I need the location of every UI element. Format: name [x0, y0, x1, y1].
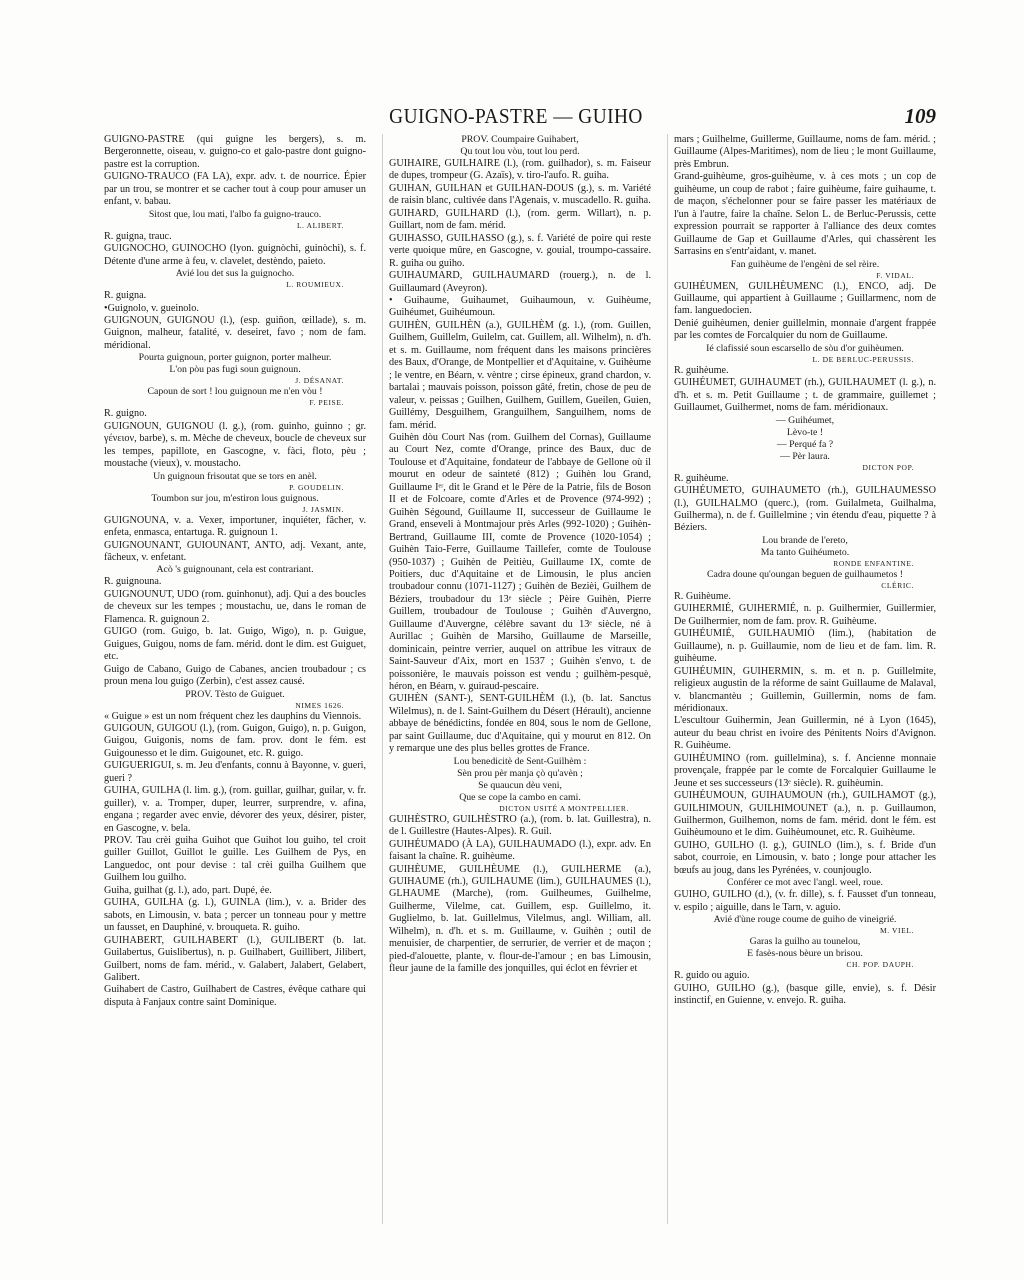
quotation: Lèvo-te !	[786, 426, 824, 438]
page-header	[96, 104, 936, 130]
attribution: M. VIEL.	[879, 926, 914, 936]
quotation: — Pèr laura.	[780, 450, 830, 462]
quotation: — Perqué fa ?	[776, 438, 834, 450]
attribution: CH. POP. DAUPH.	[846, 960, 914, 970]
dictionary-entry: R. Guihèume.	[674, 590, 731, 602]
dictionary-entry: R. guigno.	[104, 408, 147, 420]
dictionary-entry: GUIGNO-TRAUCO (FA LA), expr. adv. t. de nourrice. Épier par un trou, se montrer et se cacher tout à coup pour amuser un enfant, v. babau.	[104, 171, 366, 208]
dictionary-entry: GUIHÉUMET, GUIHAUMET (rh.), GUILHAUMET (l. g.), n. d'h. et s. m. Petit Guillaume ; t. de grammaire, guillemet ; Guillaumet, Guilhermet, noms de fam. méridionaux.	[674, 377, 936, 414]
page-number: 109	[904, 104, 936, 128]
quotation: L'on pòu pas fugi soun guignoun.	[169, 364, 301, 376]
dictionary-entry: GUIGNOUN, GUIGNOU (l.), (esp. guiñon, œillade), s. m. Guignon, malheur, fatalité, v. deseiret, favo ; nom de fam. méridional.	[104, 314, 366, 351]
dictionary-entry: GUIHA, GUILHA (l. lim. g.), (rom. guillar, guilhar, guilar, v. fr. guiller), v. a. Tromper, duper, leurrer, surprendre, v. afina, engana ; regarder avec envie, dévorer des yeux, désirer, pister, en Gascogne, v. bela.	[104, 785, 366, 834]
dictionary-entry: GUIHÉUMEN, GUILHÈUMENC (l.), ENCO, adj. De Guillaume, qui appartient à Guillaume ; Guillarmenc, nom de fam. languedocien.	[674, 280, 936, 317]
dictionary-entry: GUIHASSO, GUILHASSO (g.), s. f. Variété de poire qui reste verte quoique mûre, en Gascogne, v. gouial, troumpo-cassaire. R. guiha ou guiho.	[389, 232, 651, 269]
attribution: DICTON POP.	[862, 462, 914, 472]
dictionary-entry: GUIHÉUMIÉ, GUILHAUMIÒ (lim.), (habitation de Guillaume), n. p. Guillaumie, nom de lieu et de fam. lim. R. guihèume.	[674, 628, 936, 665]
quotation: — Guihéumet,	[775, 414, 835, 426]
attribution: J. JASMIN.	[302, 504, 344, 514]
dictionary-entry: GUIHÉUMETO, GUIHAUMETO (rh.), GUILHAUMESSO (l.), GUILHALMO (querc.), (rom. Guilalmeta, Guilhalma, Guilherma), n. de f. Guillelmine ; vin étendu d'eau, piquette ? à Béziers.	[674, 485, 936, 534]
dictionary-entry: Guigo de Cabano, Guigo de Cabanes, ancien troubadour ; cs proun mena lou guigo (Zerbin), c'est assez causé.	[104, 663, 366, 688]
dictionary-entry: GUIHABERT, GUILHABERT (l.), GUILIBERT (b. lat. Guilabertus, Guislibertus), n. p. Guilhabert, Guillibert, Jilibert, Guilbert, noms de fam. mérid., v. Galabert, Jalabert, Gelabert, Galibert.	[104, 934, 366, 984]
column-right	[667, 134, 936, 1224]
dictionary-entry: R. guignouna.	[104, 576, 162, 588]
attribution: L. ALIBERT.	[296, 220, 344, 230]
attribution: DICTON USITÉ A MONTPELLIER.	[499, 803, 629, 813]
dictionary-entry: GUIHERMIÉ, GUIHERMIÉ, n. p. Guilhermier, Guillermier, De Guilhermier, nom de fam. prov. R. Guihèume.	[674, 603, 936, 627]
quotation: Capoun de sort ! lou guignoun me n'en vòu !	[147, 386, 323, 398]
quotation: Pourta guignoun, porter guignon, porter malheur.	[138, 352, 332, 364]
quotation: Lou brande de l'ereto,	[762, 534, 848, 546]
dictionary-entry: GUIGOUN, GUIGOU (l.), (rom. Guigon, Guigo), n. p. Guigon, Guigou, Guigonis, noms de fam. prov. dont le fém. est Guigounesso et le dim. Guigounet, etc. R. guigo.	[104, 722, 366, 759]
dictionary-entry: « Guigue » est un nom fréquent chez les dauphins du Viennois.	[104, 710, 362, 722]
quotation: Se quaucun dèu veni,	[478, 779, 562, 791]
dictionary-entry: Guihèn dòu Court Nas (rom. Guilhem del Cornas), Guillaume au Court Nez, comte d'Orange, prince des Baux, duc de Toulouse et d'Aquitaine, fondateur de l'abbaye de Gellone où il mourut en odeur de sainteté (812) ; Guihèn lou Grand, Guillaume Iᵉʳ, dit le Grand et le Père de la Patrie, fils de Boson II et de Folcoare, comte d'Arles et de Provence (974-992) ; Guihèn Ségound, Guillaume II, successeur de Guillaume le Grand, enseveli à Montmajour près Arles (992-1020) ; Guihèn-Bertrand, Guillaume III, comte de Provence (1020-1054) ; Guihèn Taio-Ferre, Guillaume Taillefer, comte de Toulouse (950-1037) ; Guihèn de Peitièu, Guillaume IX, comte de Poitiers, duc d'Aquitaine et de Limousin, le plus ancien troubadour connu (1071-1127) ; Guihèn de Bezièi, Guilhem de Béziers, troubadour du 13ᵉ siècle ; Pèire Guihèn, Pierre Guillem, troubadour de Toulouse ; Guihèn d'Auvergno, Guillaume d'Auvergne, célèbre savant du 13ᵉ siècle, né à Aurillac ; Guihèn de Marsiho, Guillaume de Marseille, dominicain, peintre verrier, auquel on attribue les vitraux de Saint-Sauveur d'Aix, mort en 1537 ; Guihèn s'envo, t. de poissonière, le mauvais poisson est vendu ; guilhèm-pesquè, héron, en Béarn, v. guiraud-pescaire.	[389, 431, 651, 693]
dictionary-entry: GUIHÉUMOUN, GUIHAUMOUN (rh.), GUILHAMOT (g.), GUILHIMOUN, GUILHIMOUNET (a.), n. p. Guillaumon, Guilhermon, Guilhemon, noms de fam. mérid. dont le fém. est Guihèumouno et le dim. Guihèumounet, etc. R. Guihèume.	[674, 790, 936, 839]
attribution: F. VIDAL.	[876, 270, 914, 280]
attribution: L. DE BERLUC-PERUSSIS.	[812, 354, 914, 364]
quotation: Lou benedicitè de Sent-Guilhèm :	[453, 755, 587, 767]
quotation: Cadra doune qu'oungan beguen de guilhaumetos !	[706, 568, 904, 580]
dictionary-entry: R. guido ou aguio.	[674, 970, 750, 982]
dictionary-entry: GUIGNOUNUT, UDO (rom. guinhonut), adj. Qui a des boucles de cheveux sur les tempes ; moustachu, ue, dans le roman de Flamenca. R. guignoun 2.	[104, 588, 366, 625]
dictionary-entry: R. guihèume.	[674, 364, 729, 376]
quotation: Toumbon sur jou, m'estiron lous guignous.	[151, 492, 319, 504]
quotation: PROV. Tèsto de Guiguet.	[185, 688, 285, 700]
dictionary-entry: Grand-guihèume, gros-guihèume, v. à ces mots ; un cop de guihèume, un coup de rabot ; faire guihèume, faire guihaume, t. de maçon, s'échelonner pour se faire passer les matériaux de l'un à l'autre, faire la chaîne. Selon L. de Berluc-Perussis, cette expression pourrait se rapporter à l'alliance des deux comtes Guillaume de Gap et Guillaume d'Arles, qui chassèrent les Sarrasins en s'entr'aidant, v. manet.	[674, 171, 936, 258]
quotation: Sèn prou pèr manja çò qu'avèn ;	[457, 767, 583, 779]
dictionary-entry: GUIHÈN (SANT-), SENT-GUILHÈM (l.), (b. lat. Sanctus Wilelmus), n. de l. Saint-Guilhem du Désert (Hérault), ancienne abbaye de bénédictins, fondée en 804, sous le nom de Gellone, par saint Guillaume, duc d'Aquitaine, qui y mourut en 812. On y remarque une des plus belles grottes de France.	[389, 693, 651, 755]
dictionary-entry: Denié guihèumen, denier guillelmin, monnaie d'argent frappée par les comtes de Forcalquier du nom de Guillaume.	[674, 317, 936, 342]
quotation: Acò 's guignounant, cela est contrariant.	[156, 564, 314, 576]
attribution: J. DÉSANAT.	[295, 376, 344, 386]
dictionary-entry: GUIGNOUNANT, GUIOUNANT, ANTO, adj. Vexant, ante, fâcheux, v. enfetant.	[104, 539, 366, 563]
dictionary-entry: GUIGNOUN, GUIGNOU (l. g.), (rom. guinho, guinno ; gr. γένειον, barbe), s. m. Mèche de cheveux, boucle de cheveux sur les tempes, papillote, en Gascogne, v. fàci, floto, pèu ; moustache (vieux), v. moustacho.	[104, 420, 366, 470]
text-columns	[104, 134, 936, 1224]
dictionary-entry: GUIGO (rom. Guigo, b. lat. Guigo, Wigo), n. p. Guigue, Guigues, Guigou, noms de fam. mérid. dont le dim. est Guiguet, etc.	[104, 626, 366, 663]
attribution: NIMES 1626.	[295, 700, 344, 710]
dictionary-entry: GUIHÉUMINO (rom. guillelmina), s. f. Ancienne monnaie provençale, frappée par le comte de Forcalquier Guillaume le Jeune et ses successeurs (13ᵉ siècle). R. guihèumin.	[674, 752, 936, 789]
attribution: F. PEISE.	[309, 398, 344, 408]
dictionary-entry: GUIHAN, GUILHAN et GUILHAN-DOUS (g.), s. m. Variété de raisin blanc, cultivée dans l'Agenais, v. muscadello. R. guiha.	[389, 182, 651, 207]
dictionary-entry: GUIHO, GUILHO (l. g.), GUINLO (lim.), s. f. Bride d'un sabot, courroie, en Limousin, v. bato ; longe pour attacher les bœufs au joug, dans les Pyrénées, v. counjouglo.	[674, 839, 936, 876]
dictionary-entry: GUIGNO-PASTRE (qui guigne les bergers), s. m. Bergeronnette, oiseau, v. guigno-co et galo-pastre dont guigno-pastre est la corruption.	[104, 134, 366, 170]
dictionary-entry: R. guigna.	[104, 290, 147, 302]
column-middle	[382, 134, 651, 1224]
dictionary-entry: GUIHÈUME, GUILHÈUME (l.), GUILHERME (a.), GUIHAUME (rh.), GUILHAUME (lim.), GUILHAUMES (l.), GLHAUME (Marche), (rom. Guilheumes, Guilhelme, Guilherme, Vilelme, cat. Guillem, esp. Guillelmo, it. Guglielmo, b. lat. Guillelmus, Vilelmus, angl. William, all. Wilhelm), n. d'h. et s. m. Guillaume, v. Guihèn ; outil de menuisier, de charpentier, de serrurier, de verrier et de maçon ; pied-d'alouette, plante, v. flour-de-l'amour ; en bas Limousin, fleur jaune de la famille des jonquilles, qui éclot en février et	[389, 863, 651, 975]
column-left	[104, 134, 366, 1224]
quotation: Sitost que, lou mati, l'albo fa guigno-trauco.	[148, 208, 322, 220]
dictionary-entry: Guiha, guilhat (g. l.), ado, part. Dupé, ée.	[104, 884, 272, 896]
running-head: GUIGNO-PASTRE — GUIHO	[389, 104, 643, 128]
dictionary-entry: GUIHO, GUILHO (d.), (v. fr. dille), s. f. Fausset d'un tonneau, v. espilo ; aiguille, dans le Tarn, v. aguio.	[674, 889, 936, 913]
dictionary-entry: •Guignolo, v. gueinolo.	[104, 302, 199, 314]
dictionary-entry: GUIHAIRE, GUILHAIRE (l.), (rom. guilhador), s. m. Faiseur de dupes, trompeur (G. Azaïs), v. tiro-l'aufo. R. guiha.	[389, 158, 651, 182]
quotation: Que se cope la cambo en cami.	[459, 791, 581, 803]
attribution: CLÉRIC.	[881, 580, 914, 590]
attribution: L. ROUMIEUX.	[286, 280, 344, 290]
quotation: PROV. Coumpaire Guihabert,	[461, 134, 579, 145]
dictionary-entry: GUIHÈSTRO, GUILHÈSTRO (a.), (rom. b. lat. Guillestra), n. de l. Guillestre (Hautes-Alpes). R. Guil.	[389, 813, 651, 838]
dictionary-entry: R. guihèume.	[674, 472, 729, 484]
dictionary-entry: PROV. Tau crèi guiha Guihot que Guihot lou guiho, tel croit guiller Guillot, Guillot le guille. Les Guilhem de Pys, en Languedoc, ont pour devise : tal crèi guilha Guilhem que Guilhem lou guilho.	[104, 835, 366, 884]
dictionary-entry: GUIHÉUMIN, GUIHERMIN, s. m. et n. p. Guillelmite, religieux augustin de la réforme de saint Guillaume de Malaval, v. blancmantèu ; Guillemin, Guillermin, noms de fam. méridionaux.	[674, 665, 936, 714]
quotation: Un guignoun frisoutat que se tors en anèl.	[153, 470, 317, 482]
dictionary-entry: R. guigna, trauc.	[104, 230, 172, 242]
quotation: Ié clafissié soun escarsello de sòu d'or guihèumen.	[706, 342, 904, 354]
dictionary-entry: GUIHAUMARD, GUILHAUMARD (rouerg.), n. de l. Guillaumard (Aveyron).	[389, 270, 651, 294]
quotation: Ma tanto Guihéumeto.	[760, 546, 850, 558]
quotation: Conférer ce mot avec l'angl. weel, roue.	[727, 877, 883, 889]
dictionary-entry: GUIGNOCHO, GUINOCHO (lyon. guignòchi, guinòchi), s. f. Détente d'une arme à feu, v. clavelet, destèndo, paieto.	[104, 243, 366, 267]
quotation: Avié d'ùne rouge coume de guiho de vineigrié.	[713, 914, 897, 926]
dictionary-entry: mars ; Guilhelme, Guillerme, Guillaume, noms de fam. mérid. ; Guillaume (Alpes-Maritimes), nom de lieu ; le mont Guillaume, près Embrun.	[674, 134, 936, 170]
quotation: E fasès-nous bèure un brisou.	[747, 948, 863, 960]
dictionary-entry: GUIHARD, GUILHARD (l.), (rom. germ. Willart), n. p. Guillart, nom de fam. mérid.	[389, 207, 651, 232]
dictionary-entry: L'escultour Guihermin, Jean Guillermin, né à Lyon (1645), auteur du beau christ en ivoire des Pénitents Noirs d'Avignon. R. Guihèume.	[674, 715, 936, 752]
dictionary-entry: GUIHA, GUILHA (g. l.), GUINLA (lim.), v. a. Brider des sabots, en Limousin, v. bata ; percer un tonneau pour y mettre un fausset, en Dauphiné, v. brouqueta. R. guiho.	[104, 897, 366, 934]
quotation: Garas la guilho au tounelou,	[749, 936, 861, 948]
dictionary-entry: GUIHO, GUILHO (g.), (basque gille, envie), s. f. Désir instinctif, en Guienne, v. envejo. R. guiha.	[674, 982, 936, 1007]
quotation: Fan guihèume de l'engèni de sel rèire.	[730, 258, 880, 270]
quotation: Qu tout lou vòu, tout lou perd.	[460, 146, 580, 157]
dictionary-entry: GUIGUERIGUI, s. m. Jeu d'enfants, connu à Bayonne, v. gueri, gueri ?	[104, 760, 366, 784]
dictionary-entry: GUIGNOUNA, v. a. Vexer, importuner, inquiéter, fâcher, v. enfeta, enmasca, entartuga. R. guignoun 1.	[104, 514, 366, 539]
dictionary-entry: • Guihaume, Guihaumet, Guihaumoun, v. Guihèume, Guihéumet, Guihéumoun.	[389, 294, 651, 319]
dictionary-entry: GUIHÉUMADO (À LA), GUILHAUMADO (l.), expr. adv. En faisant la chaîne. R. guihèume.	[389, 838, 651, 863]
dictionary-entry: GUIHÈN, GUILHÈN (a.), GUILHÈM (g. l.), (rom. Guillen, Guilhem, Guillelm, Guilelm, cat. Guillem, all. Wilhelm), n. d'h. et s. m. Guillaume, nom fréquent dans les maisons princières des Baux, d'Orange, de Montpellier et d'Aquitaine, v. Guihèume ; le ventre, en Béarn, v. vèntre ; cirse épineux, grand chardon, v. bartalai ; mauvais poisson, poisson gâté, fretin, chose de peu de valeur, v. peissas ; Guilhen, Guilhem, Guillem, Gueilen, Guien, Guillémy, Desguilhem, Granguilhem, Sanguilhem, noms de fam. mérid.	[389, 319, 651, 431]
attribution: RONDE ENFANTINE.	[833, 558, 914, 568]
dictionary-entry: Guihabert de Castro, Guilhabert de Castres, évêque cathare qui disputa à Fanjaux contre saint Dominique.	[104, 984, 366, 1008]
quotation: Avié lou det sus la guignocho.	[175, 268, 295, 280]
attribution: P. GOUDELIN.	[289, 482, 344, 492]
